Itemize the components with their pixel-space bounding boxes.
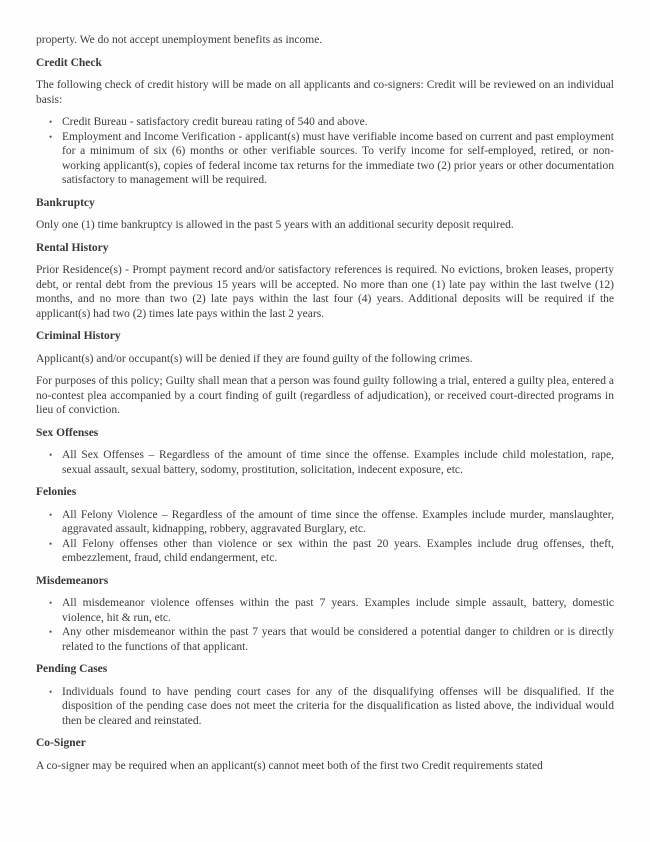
section-heading-sex-offenses: Sex Offenses — [36, 426, 99, 439]
bullet-item-felony-other: • All Felony offenses other than violence or sex within the past 20 years. Examples include drug offenses, theft, embezzlement, fraud, child endangerment, etc. — [62, 537, 614, 566]
paragraph-income-continuation: property. We do not accept unemployment benefits as income. — [36, 34, 323, 46]
paragraph-rental-history: Prior Residence(s) - Prompt payment record and/or satisfactory references is required. No evictions, broken leases, property debt, or rental debt from the previous 15 years will be accepted. No more than one (1) late pay within the last twelve (12) months, and no more than two (2) late pays within the last four (4) years. Additional deposits will be required if the applicant(s) had two (2) times late pays within the last 2 years. — [36, 264, 614, 320]
bullet-item-all-sex-offenses: • All Sex Offenses – Regardless of the amount of time since the offense. Examples include child molestation, rape, sexual assault, sexual battery, sodomy, prostitution, solicitation, indecent exposure, etc. — [62, 448, 614, 477]
section-heading-felonies: Felonies — [36, 486, 77, 498]
paragraph-bankruptcy: Only one (1) time bankruptcy is allowed in the past 5 years with an additional security deposit required. — [36, 219, 514, 231]
bullet-list-pending-cases — [36, 685, 614, 729]
bullet-item-pending-cases: • Individuals found to have pending court cases for any of the disqualifying offenses will be disqualified. If the disposition of the pending case does not meet the criteria for the disqualification as listed above, the individual would then be cleared and reinstated. — [62, 685, 614, 729]
bullet-list-sex-offenses — [36, 448, 614, 477]
bullet-item-misdemeanor-other: • Any other misdemeanor within the past 7 years that would be considered a potential danger to children or is directly related to the functions of that applicant. — [62, 625, 614, 654]
section-heading-misdemeanors: Misdemeanors — [36, 574, 109, 587]
bullet-list-misdemeanors — [36, 596, 614, 654]
paragraph-guilty-definition: For purposes of this policy; Guilty shall mean that a person was found guilty following a trial, entered a guilty plea, entered a no-contest plea accompanied by a court finding of guilt (regardless of adjudication), or received court-directed programs in lieu of conviction. — [36, 375, 614, 416]
section-heading-bankruptcy: Bankruptcy — [36, 196, 95, 209]
bullet-list-credit-check — [36, 115, 614, 188]
bullet-list-felonies — [36, 508, 614, 566]
bullet-item-felony-violence: • All Felony Violence – Regardless of the amount of time since the offense. Examples include murder, manslaughter, aggravated assault, kidnapping, robbery, aggravated Burglary, etc. — [62, 508, 614, 537]
bullet-item-credit-bureau: • Credit Bureau - satisfactory credit bureau rating of 540 and above. — [62, 115, 614, 130]
section-heading-pending-cases: Pending Cases — [36, 663, 108, 675]
bullet-item-employment-verification: • Employment and Income Verification - applicant(s) must have verifiable income based on current and past employment for a minimum of six (6) months or other verifiable sources. To verify income for self-employed, retired, or non-working applicant(s), copies of federal income tax returns for the immediate two (2) prior years or other documentation satisfactory to management will be required. — [62, 130, 614, 188]
bullet-item-misdemeanor-violence: • All misdemeanor violence offenses within the past 7 years. Examples include simple assault, battery, domestic violence, hit & run, etc. — [62, 596, 614, 625]
section-heading-co-signer: Co-Signer — [36, 737, 86, 749]
paragraph-criminal-denied: Applicant(s) and/or occupant(s) will be denied if they are found guilty of the following crimes. — [36, 352, 473, 365]
paragraph-credit-check-intro: The following check of credit history will be made on all applicants and co-signers: Credit will be reviewed on an individual basis: — [36, 79, 614, 106]
section-heading-credit-check: Credit Check — [36, 56, 102, 69]
section-heading-rental-history: Rental History — [36, 241, 109, 254]
paragraph-co-signer: A co-signer may be required when an applicant(s) cannot meet both of the first two Credit requirements stated — [36, 759, 543, 772]
section-heading-criminal-history: Criminal History — [36, 330, 121, 342]
